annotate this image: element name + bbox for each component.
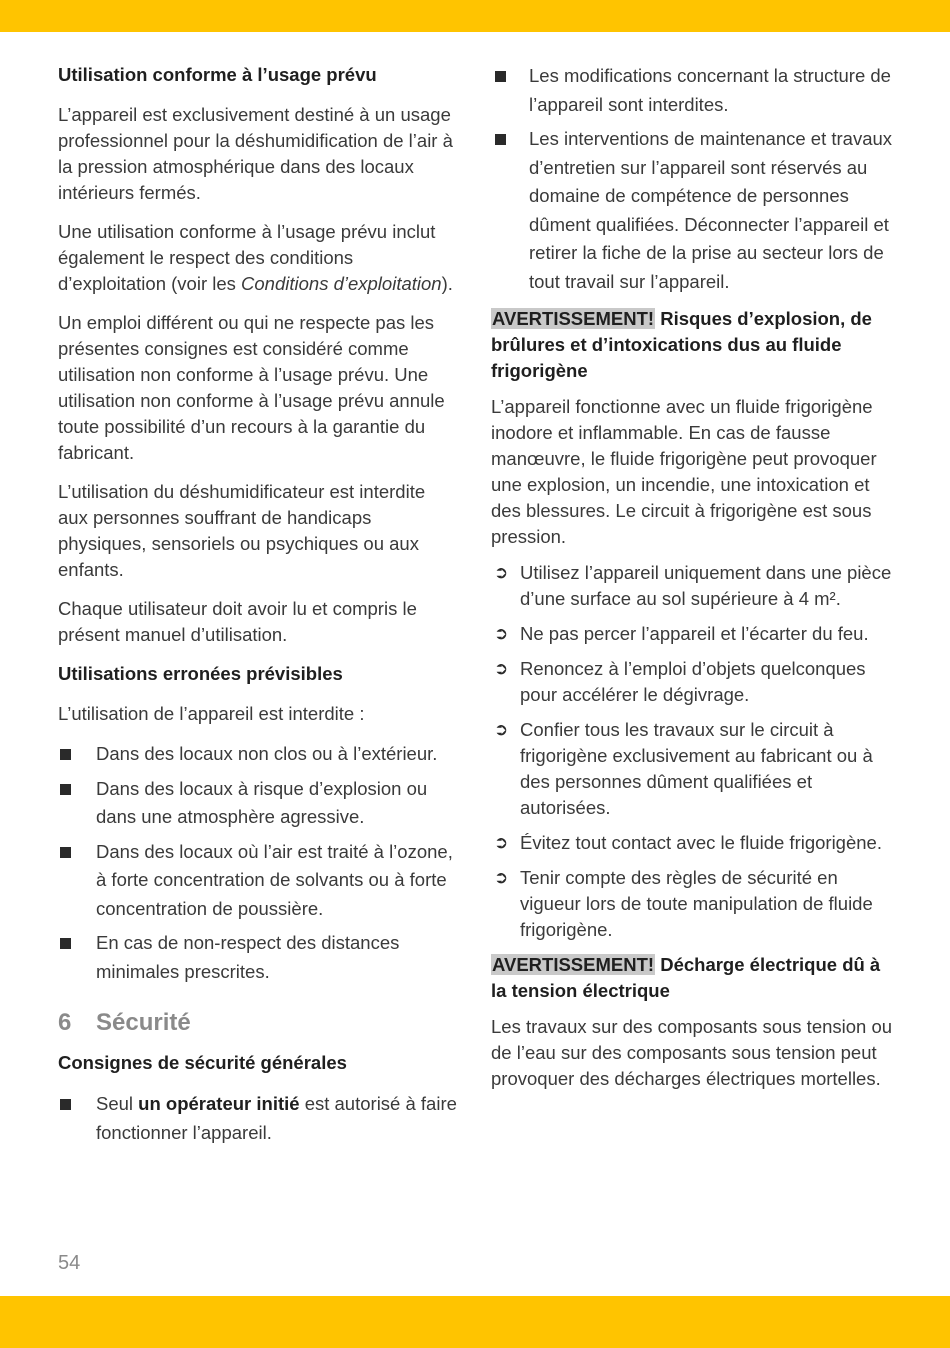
instruction-text: Confier tous les travaux sur le circuit à frigorigène exclusivement au fabricant ou à des personnes dûment qualifiées et autorisées. <box>520 719 873 818</box>
warning-title: Décharge électrique dû à la tension électrique <box>491 954 881 1001</box>
text-segment: Seul <box>96 1093 139 1114</box>
list-item-text: Les modifications concernant la structure de l’appareil sont interdites. <box>529 65 891 115</box>
arrow-right-icon: ➲ <box>494 868 509 887</box>
arrow-right-icon: ➲ <box>494 720 509 739</box>
instruction-text: Ne pas percer l’appareil et l’écarter du feu. <box>520 623 869 644</box>
paragraph-forbidden-use: L’utilisation de l’appareil est interdite : <box>58 703 365 724</box>
square-bullet-icon <box>495 71 506 82</box>
list-item <box>58 1090 458 1147</box>
refrigerant-instructions-list <box>491 560 895 943</box>
heading-misuse: Utilisations erronées prévisibles <box>58 663 343 684</box>
arrow-right-icon: ➲ <box>494 563 509 582</box>
warning-heading-refrigerant <box>491 306 895 384</box>
square-bullet-icon <box>60 847 71 858</box>
instruction-item <box>491 656 895 708</box>
section-title: Sécurité <box>96 1009 191 1036</box>
square-bullet-icon <box>495 134 506 145</box>
general-safety-list <box>58 1090 458 1147</box>
text-segment: Une utilisation conforme à l’usage prévu inclut également le respect des conditions d’exploitation (voir les <box>58 221 436 294</box>
square-bullet-icon <box>60 1099 71 1110</box>
square-bullet-icon <box>60 749 71 760</box>
page-number: 54 <box>58 1252 81 1274</box>
warning-tag: AVERTISSEMENT! <box>492 308 655 329</box>
instruction-item <box>491 717 895 821</box>
section-number: 6 <box>58 1009 72 1036</box>
list-item <box>491 125 895 296</box>
instruction-item <box>491 865 895 943</box>
paragraph-intended-use: L’appareil est exclusivement destiné à un usage professionnel pour la déshumidification de l’air à la pression atmosphérique dans des locaux intérieurs fermés. <box>58 104 453 203</box>
list-item <box>58 740 458 769</box>
text-segment: ). <box>441 273 453 294</box>
bottom-accent-band <box>0 1296 950 1348</box>
paragraph-refrigerant: L’appareil fonctionne avec un fluide frigorigène inodore et inflammable. En cas de fausse manœuvre, le fluide frigorigène peut provoquer une explosion, un incendie, une intoxication et des blessures. Le circuit à frigorigène est sous pression. <box>491 396 877 547</box>
emphasis-trained-operator: un opérateur initié <box>138 1093 300 1114</box>
list-item <box>58 929 458 986</box>
forbidden-use-list <box>58 740 458 986</box>
instruction-text: Utilisez l’appareil uniquement dans une pièce d’une surface au sol supérieure à 4 m². <box>520 562 892 609</box>
modifications-list <box>491 62 895 296</box>
instruction-text: Tenir compte des règles de sécurité en vigueur lors de toute manipulation de fluide frigorigène. <box>520 867 873 940</box>
list-item-text: Dans des locaux à risque d’explosion ou dans une atmosphère agressive. <box>96 777 428 827</box>
reference-operating-conditions: Conditions d’exploitation <box>241 273 442 294</box>
paragraph-non-conform-use: Un emploi différent ou qui ne respecte pas les présentes consignes est considéré comme utilisation non conforme à l’usage prévu. Une utilisation non conforme à l’usage prévu annule toute possibilité d’un recours à la garantie du fabricant. <box>58 312 445 463</box>
paragraph-read-manual: Chaque utilisateur doit avoir lu et compris le présent manuel d’utilisation. <box>58 598 417 645</box>
list-item-text: Dans des locaux non clos ou à l’extérieur. <box>96 743 438 764</box>
paragraph-electric: Les travaux sur des composants sous tension ou de l’eau sur des composants sous tension peut provoquer des décharges électriques mortelles. <box>491 1016 893 1089</box>
paragraph-restricted-users: L’utilisation du déshumidificateur est interdite aux personnes souffrant de handicaps physiques, sensoriels ou psychiques ou aux enfants. <box>58 481 426 580</box>
arrow-right-icon: ➲ <box>494 624 509 643</box>
list-item <box>58 775 458 832</box>
paragraph-operating-conditions <box>58 219 458 297</box>
list-item <box>491 62 895 119</box>
heading-intended-use: Utilisation conforme à l’usage prévu <box>58 64 377 85</box>
top-accent-band <box>0 0 950 32</box>
arrow-right-icon: ➲ <box>494 833 509 852</box>
left-column <box>58 62 458 1157</box>
instruction-item <box>491 621 895 647</box>
instruction-item <box>491 830 895 856</box>
list-item <box>58 838 458 924</box>
instruction-item <box>491 560 895 612</box>
right-column <box>491 62 895 1102</box>
list-item-text: Dans des locaux où l’air est traité à l’ozone, à forte concentration de solvants ou à forte concentration de poussière. <box>96 840 453 919</box>
list-item-text: En cas de non-respect des distances minimales prescrites. <box>96 932 400 982</box>
warning-title: Risques d’explosion, de brûlures et d’intoxications dus au fluide frigorigène <box>491 308 872 381</box>
heading-general-safety: Consignes de sécurité générales <box>58 1052 347 1073</box>
warning-tag: AVERTISSEMENT! <box>492 954 655 975</box>
instruction-text: Renoncez à l’emploi d’objets quelconques pour accélérer le dégivrage. <box>520 658 866 705</box>
text-segment: est autorisé à faire fonctionner l’appareil. <box>96 1093 457 1143</box>
section-heading-safety <box>58 1008 458 1038</box>
square-bullet-icon <box>60 938 71 949</box>
arrow-right-icon: ➲ <box>494 659 509 678</box>
instruction-text: Évitez tout contact avec le fluide frigorigène. <box>520 832 882 853</box>
list-item-text: Les interventions de maintenance et travaux d’entretien sur l’appareil sont réservés au domaine de compétence de personnes dûment qualifiées. Déconnecter l’appareil et retirer la fiche de la prise au secteur lors de tout travail sur l’appareil. <box>529 128 893 292</box>
square-bullet-icon <box>60 784 71 795</box>
warning-heading-electric <box>491 952 895 1004</box>
